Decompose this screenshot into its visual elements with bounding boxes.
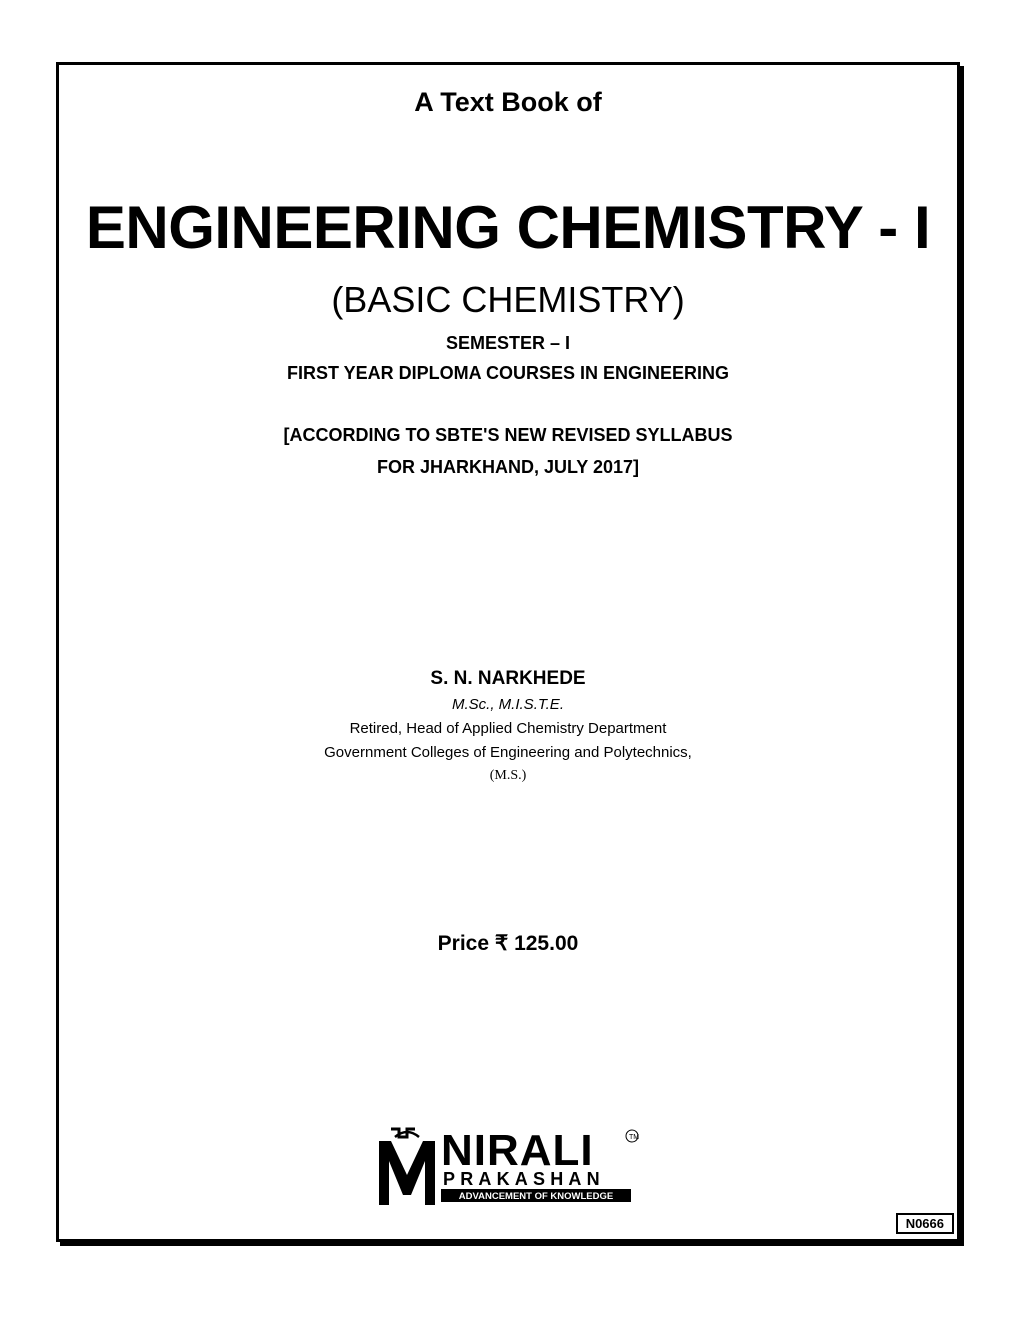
cover-frame xyxy=(56,62,960,1242)
price: Price ₹ 125.00 xyxy=(437,932,579,955)
publisher-logo xyxy=(377,1125,643,1209)
semester: SEMESTER – I xyxy=(445,333,571,353)
trademark-mark: TM xyxy=(629,1134,640,1141)
book-title: ENGINEERING CHEMISTRY - I xyxy=(85,194,931,261)
publisher-name: NIRALI xyxy=(441,1126,594,1175)
author-position-2: Government Colleges of Engineering and Polytechnics, xyxy=(324,744,692,761)
publisher-sub: PRAKASHAN xyxy=(443,1169,605,1189)
publisher-tagline: ADVANCEMENT OF KNOWLEDGE xyxy=(458,1191,614,1202)
author-qualifications: M.Sc., M.I.S.T.E. xyxy=(452,696,564,713)
pretitle: A Text Book of xyxy=(414,87,602,117)
syllabus-line-2: FOR JHARKHAND, JULY 2017] xyxy=(376,457,640,477)
book-code: N0666 xyxy=(896,1213,954,1234)
publisher-emblem-icon xyxy=(379,1129,435,1205)
author-name: S. N. NARKHEDE xyxy=(430,668,586,689)
author-position-1: Retired, Head of Applied Chemistry Department xyxy=(349,720,667,737)
author-state: (M.S.) xyxy=(489,768,527,783)
course: FIRST YEAR DIPLOMA COURSES IN ENGINEERING xyxy=(286,363,730,383)
syllabus-line-1: [ACCORDING TO SBTE'S NEW REVISED SYLLABUS xyxy=(283,425,733,445)
book-subtitle: (BASIC CHEMISTRY) xyxy=(331,279,685,320)
